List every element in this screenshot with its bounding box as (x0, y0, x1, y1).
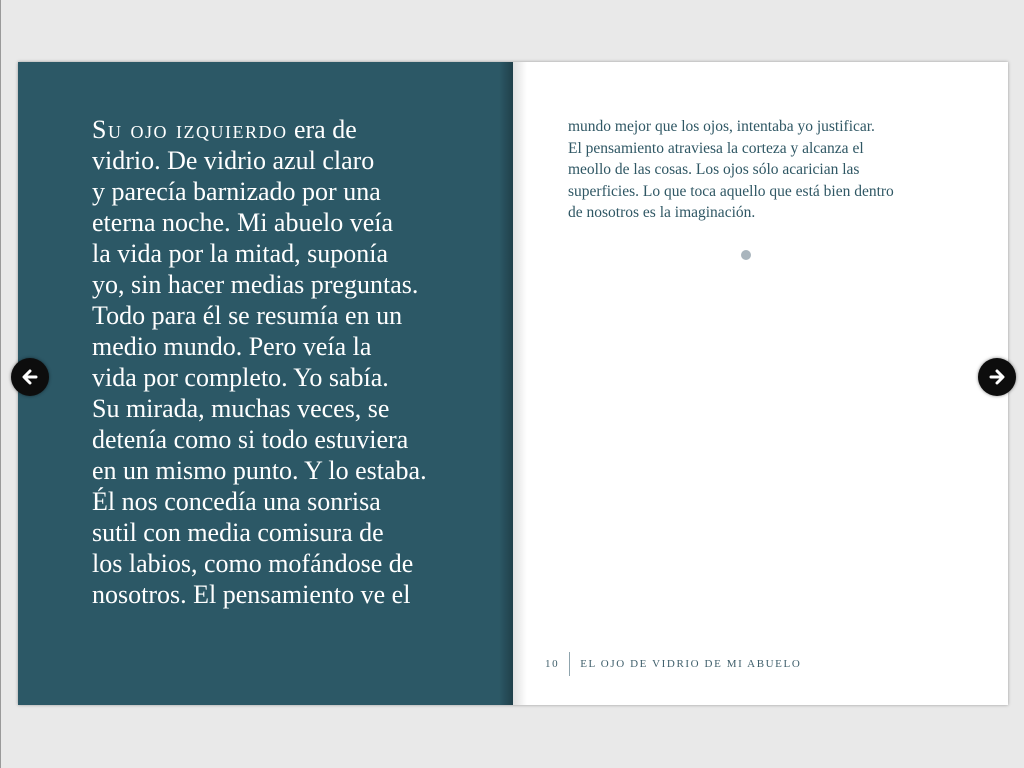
text-line: Su mirada, muchas veces, se (92, 394, 390, 423)
text-line: superficies. Lo que toca aquello que está bien dentro (568, 182, 894, 200)
text-line: de nosotros es la imaginación. (568, 204, 756, 221)
page-footer (545, 652, 801, 676)
running-title: EL OJO DE VIDRIO DE MI ABUELO (580, 658, 802, 670)
text-line: medio mundo. Pero veía la (92, 332, 372, 361)
section-end-dot (741, 250, 751, 260)
text-line: detenía como si todo estuviera (92, 425, 409, 454)
footer-divider (569, 652, 570, 676)
text-line: meollo de las cosas. Los ojos sólo acarician las (568, 161, 860, 178)
text-line: Él nos concedía una sonrisa (92, 487, 381, 516)
text-line: sutil con media comisura de (92, 518, 384, 547)
opening-small-caps: Su ojo izquierdo (92, 115, 288, 144)
text-line: Todo para él se resumía en un (92, 301, 403, 330)
left-page (18, 62, 513, 705)
right-page-text (568, 116, 968, 224)
previous-page-button[interactable] (11, 358, 49, 396)
arrow-right-icon (987, 367, 1007, 387)
text-line: nosotros. El pensamiento ve el (92, 580, 411, 609)
text-line: y parecía barnizado por una (92, 177, 381, 206)
left-page-text (92, 114, 492, 610)
text-line: yo, sin hacer medias preguntas. (92, 270, 419, 299)
opening-rest: era de (287, 115, 357, 144)
book-spread (18, 62, 1008, 705)
text-line: vidrio. De vidrio azul claro (92, 146, 375, 175)
text-line: El pensamiento atraviesa la corteza y alcanza el (568, 139, 864, 157)
page-number: 10 (545, 658, 560, 670)
text-line: los labios, como mofándose de (92, 549, 414, 578)
right-page (513, 62, 1008, 705)
arrow-left-icon (20, 367, 40, 387)
text-line: eterna noche. Mi abuelo veía (92, 208, 394, 237)
next-page-button[interactable] (978, 358, 1016, 396)
text-line: vida por completo. Yo sabía. (92, 363, 389, 392)
text-line: mundo mejor que los ojos, intentaba yo justificar. (568, 118, 875, 135)
text-line (92, 114, 492, 145)
text-line: la vida por la mitad, suponía (92, 239, 389, 268)
text-line: en un mismo punto. Y lo estaba. (92, 456, 427, 485)
